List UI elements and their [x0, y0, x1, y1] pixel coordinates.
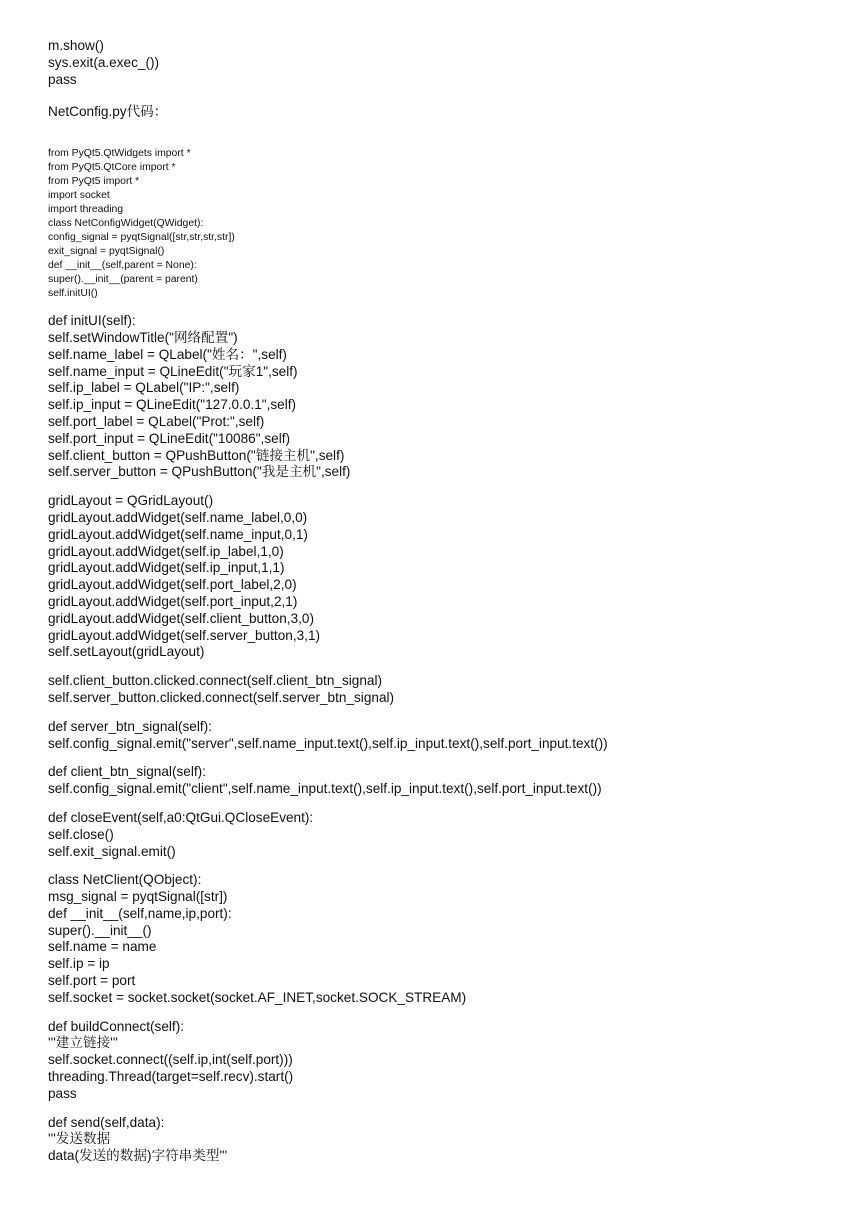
- code-line: m.show(): [48, 38, 104, 53]
- code-line: gridLayout.addWidget(self.server_button,3,1): [48, 627, 321, 643]
- section-heading: NetConfig.py代码：: [48, 104, 168, 120]
- code-line: self.port_label = QLabel("Prot:",self): [48, 413, 265, 429]
- code-line: '''建立链接''': [48, 1035, 118, 1051]
- code-line: self.setLayout(gridLayout): [48, 644, 205, 660]
- code-block-netclient: [48, 872, 848, 1006]
- code-line: def __init__(self,parent = None):: [48, 260, 197, 272]
- code-line: self.initUI(): [48, 288, 98, 300]
- code-line: sys.exit(a.exec_()): [48, 54, 160, 70]
- code-line: def send(self,data):: [48, 1114, 165, 1130]
- code-line: pass: [48, 1085, 77, 1101]
- code-line: super().__init__(): [48, 922, 152, 938]
- code-line: self.port = port: [48, 973, 136, 989]
- code-line: from PyQt5 import *: [48, 176, 140, 188]
- code-line: exit_signal = pyqtSignal(): [48, 246, 165, 258]
- code-line: self.ip_input = QLineEdit("127.0.0.1",self): [48, 397, 297, 413]
- code-line: gridLayout.addWidget(self.ip_label,1,0): [48, 543, 284, 559]
- code-block-connect: [48, 673, 848, 707]
- code-line: import threading: [48, 204, 124, 216]
- code-line: self.config_signal.emit("client",self.name_input.text(),self.ip_input.text(),self.port_input.text()): [48, 781, 602, 797]
- code-line: self.client_button = QPushButton("链接主机",self): [48, 447, 345, 463]
- code-line: gridLayout.addWidget(self.client_button,3,0): [48, 610, 314, 626]
- code-line: self.socket.connect((self.ip,int(self.port))): [48, 1052, 293, 1068]
- code-line: self.exit_signal.emit(): [48, 843, 176, 859]
- code-line: threading.Thread(target=self.recv).start(): [48, 1069, 294, 1085]
- code-block-send: [48, 1115, 848, 1165]
- code-line: self.client_button.clicked.connect(self.client_btn_signal): [48, 673, 382, 689]
- code-line: super().__init__(parent = parent): [48, 274, 198, 286]
- code-line: '''发送数据: [48, 1131, 111, 1147]
- code-line: def client_btn_signal(self):: [48, 764, 206, 780]
- code-line: self.server_button = QPushButton("我是主机",self): [48, 464, 351, 480]
- document-page: [48, 38, 848, 1165]
- code-line: self.port_input = QLineEdit("10086",self): [48, 430, 291, 446]
- code-line: self.ip_label = QLabel("IP:",self): [48, 380, 240, 396]
- code-line: pass: [48, 71, 77, 87]
- code-line: self.config_signal.emit("server",self.name_input.text(),self.ip_input.text(),self.port_input.text()): [48, 735, 608, 751]
- code-line: class NetClient(QObject):: [48, 872, 202, 888]
- code-block-initui: [48, 313, 848, 481]
- code-line: gridLayout = QGridLayout(): [48, 493, 214, 509]
- code-block-client-btn: [48, 764, 848, 798]
- code-line: self.server_button.clicked.connect(self.server_btn_signal): [48, 689, 395, 705]
- code-line: msg_signal = pyqtSignal([str]): [48, 889, 228, 905]
- code-line: self.ip = ip: [48, 956, 110, 972]
- code-line: self.setWindowTitle("网络配置"): [48, 329, 238, 345]
- code-line: class NetConfigWidget(QWidget):: [48, 218, 204, 230]
- code-line: data(发送的数据)字符串类型''': [48, 1148, 228, 1164]
- code-line: gridLayout.addWidget(self.ip_input,1,1): [48, 560, 285, 576]
- code-line: self.socket = socket.socket(socket.AF_INET,socket.SOCK_STREAM): [48, 989, 467, 1005]
- code-line: def closeEvent(self,a0:QtGui.QCloseEvent):: [48, 809, 314, 825]
- code-block-imports: [48, 147, 848, 301]
- code-line: import socket: [48, 190, 110, 202]
- code-line: def buildConnect(self):: [48, 1018, 185, 1034]
- code-line: def __init__(self,name,ip,port):: [48, 905, 232, 921]
- code-line: from PyQt5.QtWidgets import *: [48, 148, 191, 160]
- code-line: def initUI(self):: [48, 313, 136, 329]
- code-line: gridLayout.addWidget(self.name_input,0,1): [48, 526, 308, 542]
- code-line: self.name_input = QLineEdit("玩家1",self): [48, 363, 298, 379]
- code-block-close-event: [48, 810, 848, 860]
- code-block-main-tail: [48, 38, 848, 88]
- code-line: gridLayout.addWidget(self.port_label,2,0): [48, 577, 297, 593]
- code-block-build-connect: [48, 1019, 848, 1103]
- code-line: from PyQt5.QtCore import *: [48, 162, 176, 174]
- code-line: self.name_label = QLabel("姓名：",self): [48, 346, 287, 362]
- code-line: self.close(): [48, 826, 114, 842]
- code-block-grid-layout: [48, 493, 848, 661]
- code-line: self.name = name: [48, 939, 157, 955]
- code-line: gridLayout.addWidget(self.port_input,2,1): [48, 593, 298, 609]
- code-block-server-btn: [48, 719, 848, 753]
- code-line: def server_btn_signal(self):: [48, 718, 212, 734]
- code-line: gridLayout.addWidget(self.name_label,0,0): [48, 509, 308, 525]
- code-line: config_signal = pyqtSignal([str,str,str,str]): [48, 232, 235, 244]
